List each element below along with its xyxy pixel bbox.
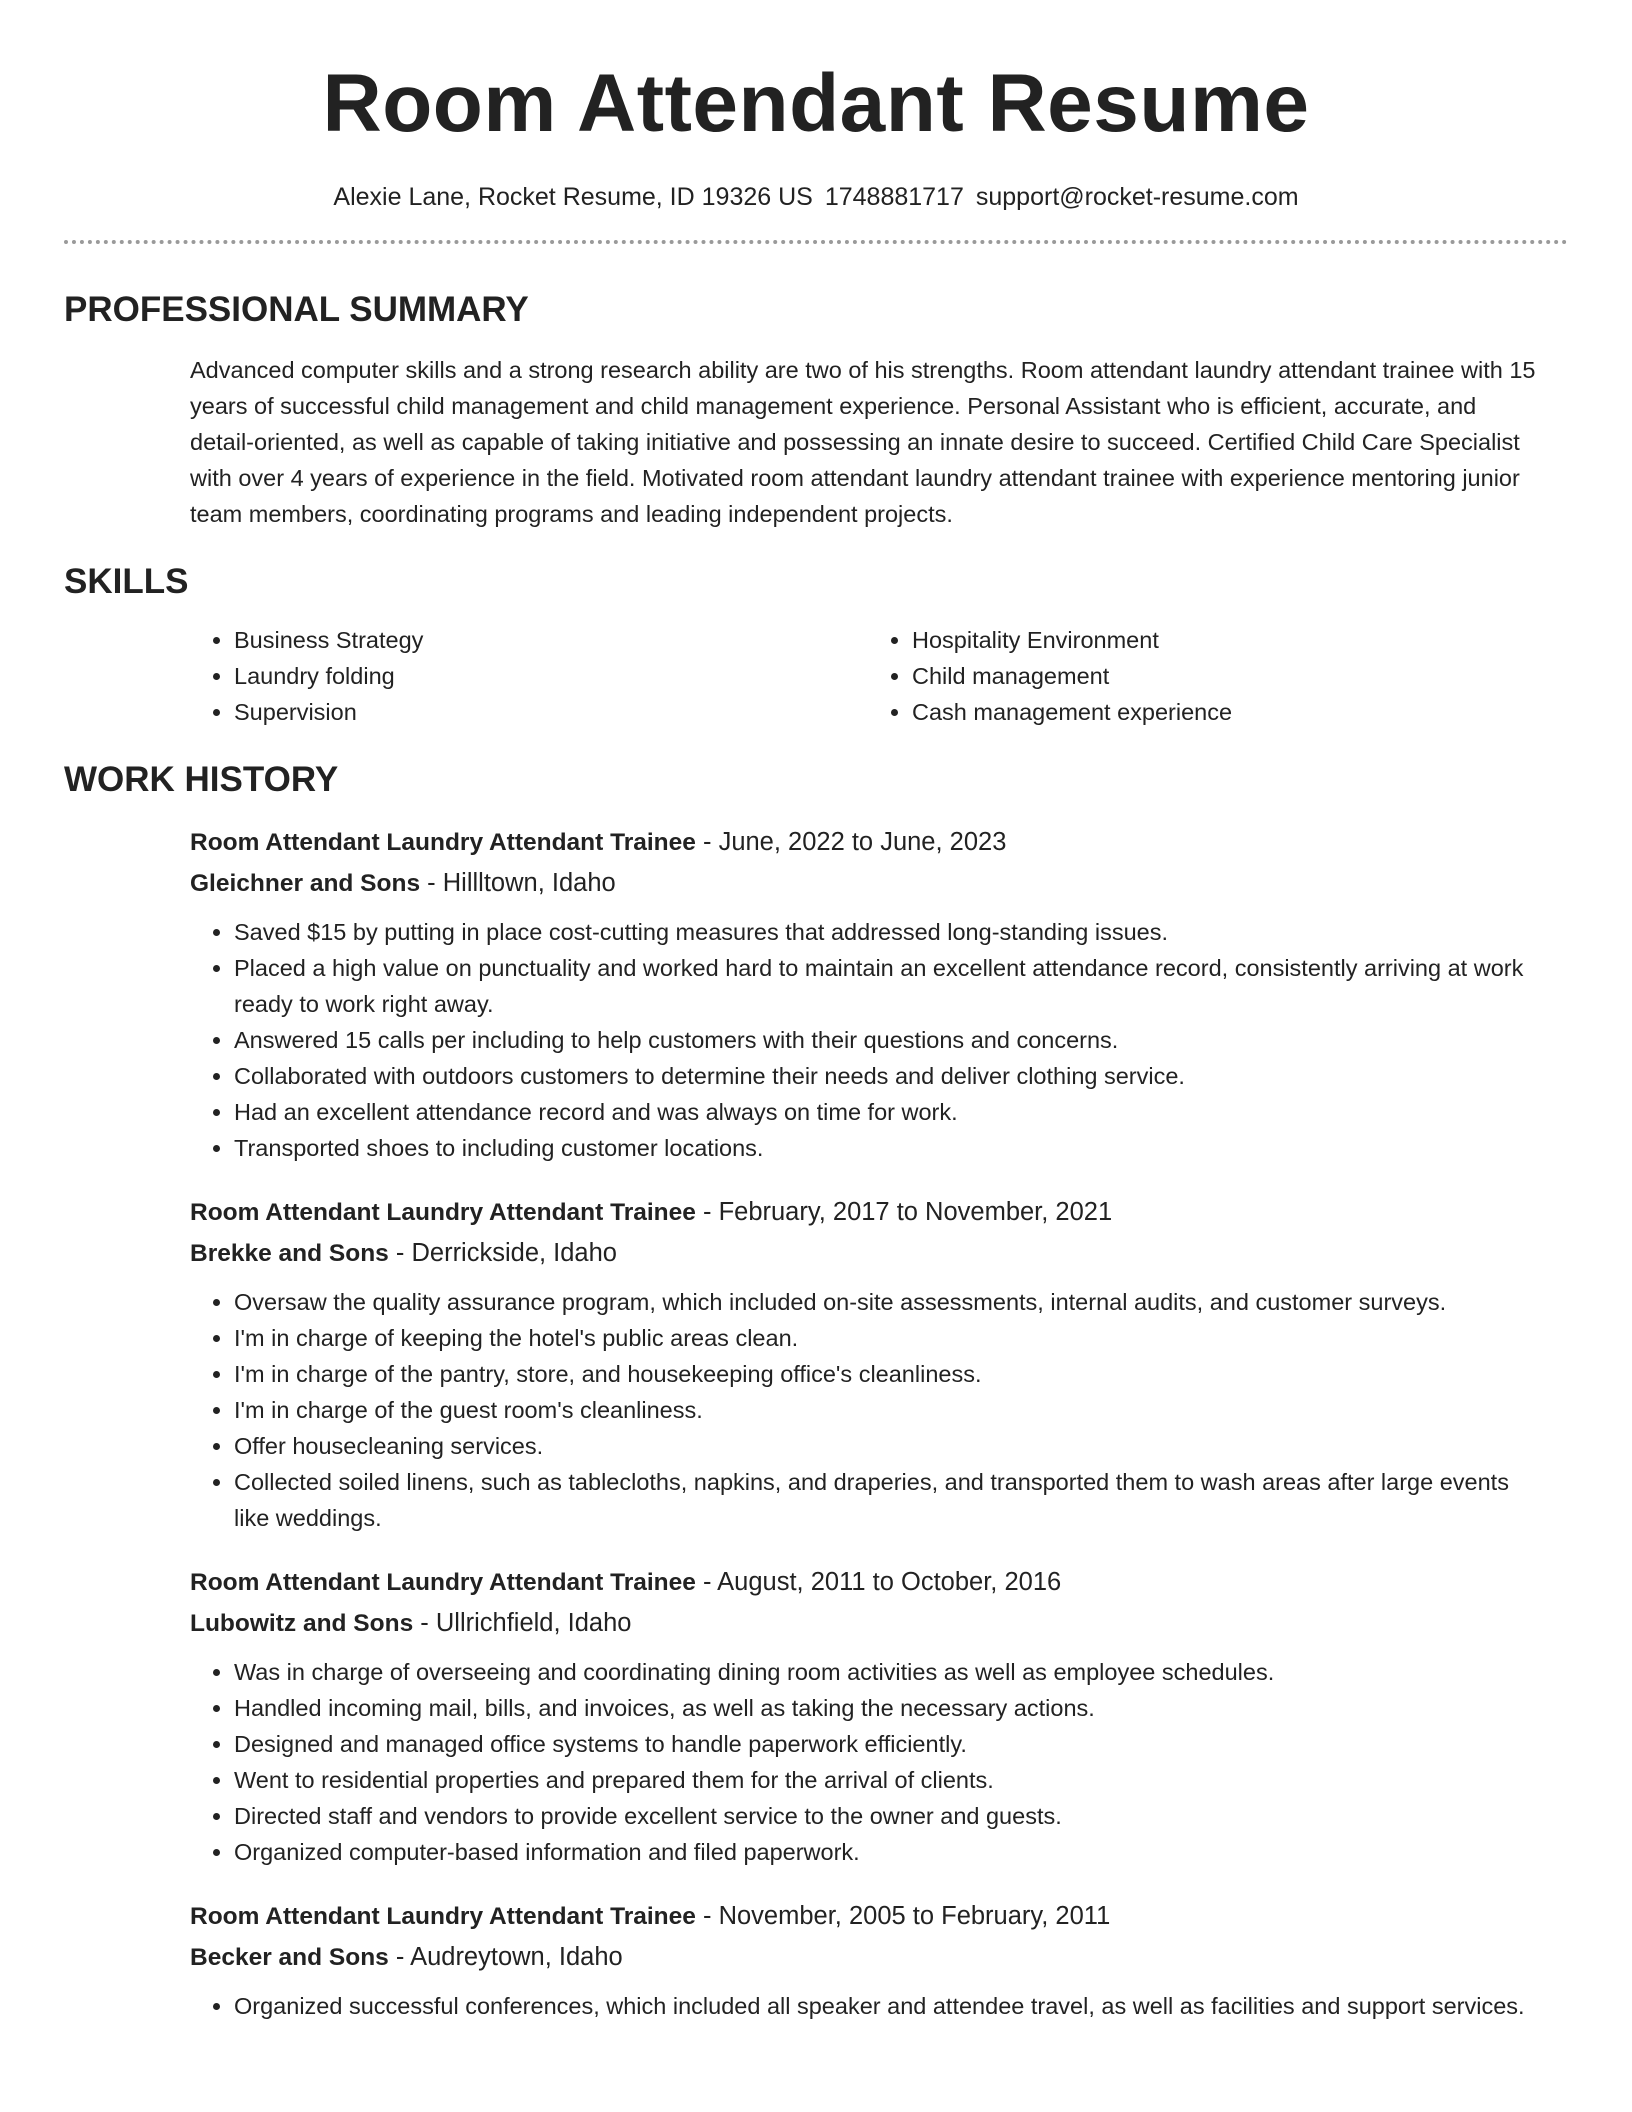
job-entry: [190, 822, 1546, 1166]
skill-item: • Hospitality Environment: [912, 622, 1546, 658]
job-bullet: • Oversaw the quality assurance program, which included on-site assessments, internal audits, and customer surveys.: [234, 1284, 1546, 1320]
job-bullet: • Directed staff and vendors to provide excellent service to the owner and guests.: [234, 1798, 1546, 1834]
job-company: Brekke and Sons: [190, 1240, 389, 1267]
job-bullet: • Saved $15 by putting in place cost-cutting measures that addressed long-standing issues.: [234, 914, 1546, 950]
job-bullet: • Went to residential properties and prepared them for the arrival of clients.: [234, 1762, 1546, 1798]
job-bullet: • Had an excellent attendance record and was always on time for work.: [234, 1094, 1546, 1130]
job-bullets: [190, 1284, 1546, 1536]
skill-item: • Laundry folding: [234, 658, 868, 694]
job-bullet: • Collaborated with outdoors customers to determine their needs and deliver clothing service.: [234, 1058, 1546, 1094]
job-bullet: • I'm in charge of the pantry, store, and housekeeping office's cleanliness.: [234, 1356, 1546, 1392]
job-location: - Derrickside, Idaho: [388, 1239, 617, 1267]
job-bullet: • Offer housecleaning services.: [234, 1428, 1546, 1464]
job-bullets: [190, 1654, 1546, 1870]
skills-section: [64, 560, 1568, 730]
job-company-line: [190, 1603, 1546, 1644]
summary-section: [64, 288, 1568, 532]
job-bullets: [190, 1988, 1546, 2024]
job-entry: [190, 1192, 1546, 1536]
job-company: Becker and Sons: [190, 1944, 389, 1971]
job-company-line: [190, 1233, 1546, 1274]
job-bullets: [190, 914, 1546, 1166]
job-location: - Ullrichfield, Idaho: [413, 1609, 632, 1637]
job-bullet: • Collected soiled linens, such as tablecloths, napkins, and draperies, and transported them to wash areas after large events like weddings.: [234, 1464, 1546, 1536]
job-bullet: • Handled incoming mail, bills, and invoices, as well as taking the necessary actions.: [234, 1690, 1546, 1726]
contact-line: [64, 180, 1568, 214]
job-company: Lubowitz and Sons: [190, 1610, 414, 1637]
job-bullet: • Was in charge of overseeing and coordinating dining room activities as well as employee schedules.: [234, 1654, 1546, 1690]
job-bullet: • I'm in charge of the guest room's cleanliness.: [234, 1392, 1546, 1428]
job-entry: [190, 1562, 1546, 1870]
job-location: - Audreytown, Idaho: [388, 1943, 623, 1971]
job-bullet: • Transported shoes to including customer locations.: [234, 1130, 1546, 1166]
job-bullet: • Answered 15 calls per including to help customers with their questions and concerns.: [234, 1022, 1546, 1058]
skills-grid: [190, 622, 1546, 730]
job-title-line: [190, 1896, 1546, 1937]
job-bullet: • Organized successful conferences, which included all speaker and attendee travel, as well as facilities and support services.: [234, 1988, 1546, 2024]
skill-item: • Supervision: [234, 694, 868, 730]
job-title: Room Attendant Laundry Attendant Trainee: [190, 829, 696, 856]
work-history-heading: WORK HISTORY: [64, 760, 339, 799]
skills-heading: SKILLS: [64, 562, 189, 601]
job-dates: - June, 2022 to June, 2023: [695, 828, 1007, 856]
summary-text: Advanced computer skills and a strong research ability are two of his strengths. Room attendant laundry attendant trainee with 15 years of successful child management and child management experience. Personal Assistant who is efficient, accurate, and detail-oriented, as well as capable of taking initiative and possessing an innate desire to succeed. Certified Child Care Specialist with over 4 years of experience in the field. Motivated room attendant laundry attendant trainee with experience mentoring junior team members, coordinating programs and leading independent projects.: [190, 357, 1536, 527]
resume-title: Room Attendant Resume: [322, 58, 1310, 149]
job-title-line: [190, 1192, 1546, 1233]
summary-heading: PROFESSIONAL SUMMARY: [64, 290, 529, 329]
skills-column-left: [190, 622, 868, 730]
work-history-section: [64, 758, 1568, 2024]
job-company-line: [190, 1937, 1546, 1978]
skill-item: • Child management: [912, 658, 1546, 694]
contact-phone: 1748881717: [824, 183, 964, 211]
job-dates: - February, 2017 to November, 2021: [695, 1198, 1113, 1226]
header-divider: [64, 240, 1568, 244]
job-location: - Hillltown, Idaho: [420, 869, 616, 897]
job-company: Gleichner and Sons: [190, 870, 421, 897]
job-title: Room Attendant Laundry Attendant Trainee: [190, 1569, 696, 1596]
job-dates: - November, 2005 to February, 2011: [695, 1902, 1111, 1930]
job-title-line: [190, 1562, 1546, 1603]
job-dates: - August, 2011 to October, 2016: [695, 1568, 1062, 1596]
job-bullet: • Designed and managed office systems to handle paperwork efficiently.: [234, 1726, 1546, 1762]
skills-column-right: [868, 622, 1546, 730]
job-bullet: • Organized computer-based information and filed paperwork.: [234, 1834, 1546, 1870]
job-bullet: • Placed a high value on punctuality and worked hard to maintain an excellent attendance record, consistently arriving at work ready to work right away.: [234, 950, 1546, 1022]
job-title-line: [190, 822, 1546, 863]
job-bullet: • I'm in charge of keeping the hotel's public areas clean.: [234, 1320, 1546, 1356]
job-title: Room Attendant Laundry Attendant Trainee: [190, 1903, 696, 1930]
contact-address: Alexie Lane, Rocket Resume, ID 19326 US: [333, 183, 813, 211]
job-company-line: [190, 863, 1546, 904]
contact-email[interactable]: support@rocket-resume.com: [975, 183, 1299, 211]
skill-item: • Cash management experience: [912, 694, 1546, 730]
job-title: Room Attendant Laundry Attendant Trainee: [190, 1199, 696, 1226]
job-entry: [190, 1896, 1546, 2024]
skill-item: • Business Strategy: [234, 622, 868, 658]
